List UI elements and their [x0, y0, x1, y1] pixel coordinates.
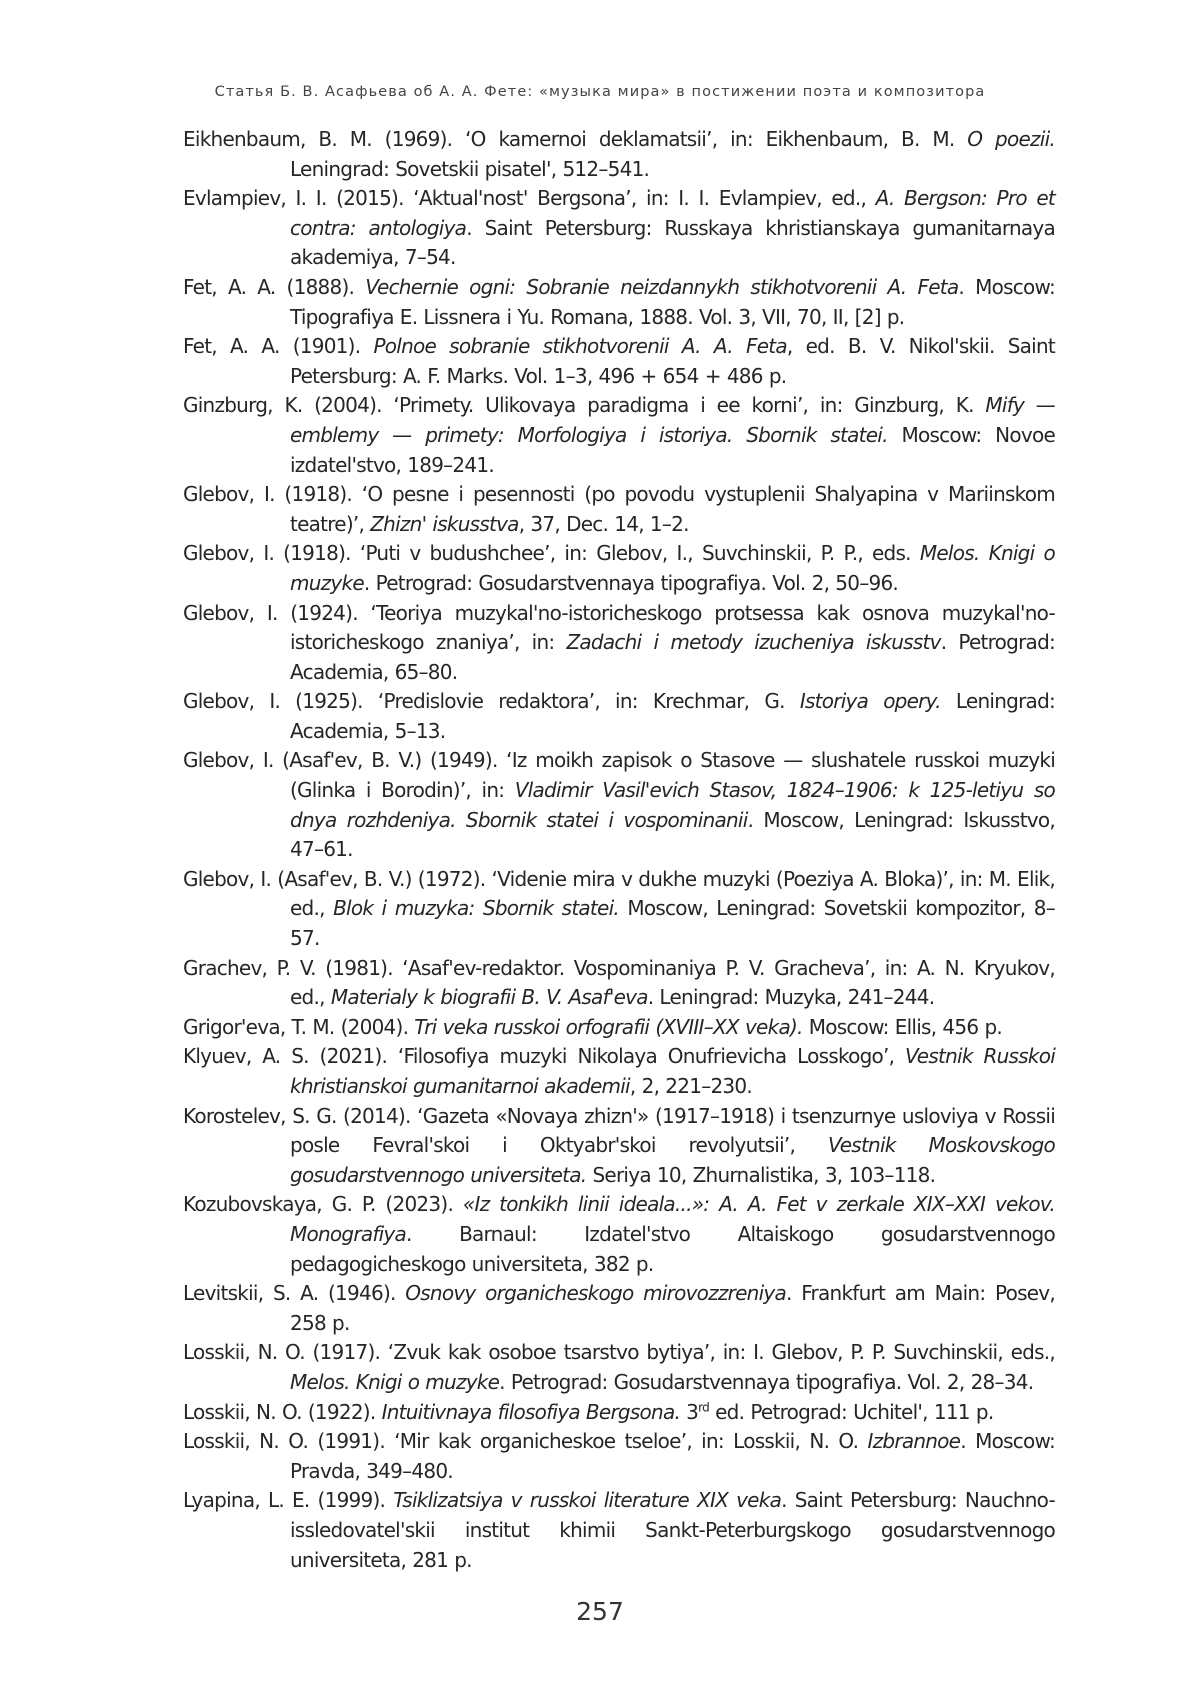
reference-entry: Fet, A. A. (1901). Polnoe sobranie stikhotvorenii A. A. Feta, ed. B. V. Nikol'skii. Saint Petersburg: A. F. Marks. Vol. 1–3, 496 + 654 + 486 p. — [183, 334, 1055, 388]
reference-entry: Glebov, I. (1918). ‘O pesne i pesennosti (po povodu vystuplenii Shalyapina v Mariinskom teatre)’, Zhizn' iskusstva, 37, Dec. 14, 1–2. — [183, 482, 1055, 536]
reference-entry: Losskii, N. O. (1917). ‘Zvuk kak osoboe tsarstvo bytiya’, in: I. Glebov, P. P. Suvchinskii, eds., Melos. Knigi o muzyke. Petrograd: Gosudarstvennaya tipografiya. Vol. 2, 28–34. — [183, 1340, 1055, 1394]
reference-list — [183, 125, 1055, 1575]
reference-entry: Levitskii, S. A. (1946). Osnovy organicheskogo mirovozzreniya. Frankfurt am Main: Posev, 258 p. — [183, 1281, 1055, 1335]
reference-entry: Grachev, P. V. (1981). ‘Asaf'ev-redaktor. Vospominaniya P. V. Gracheva’, in: A. N. Kryukov, ed., Materialy k biografii B. V. Asaf'eva. Leningrad: Muzyka, 241–244. — [183, 955, 1055, 1010]
reference-entry: Klyuev, A. S. (2021). ‘Filosofiya muzyki Nikolaya Onufrievicha Losskogo’, Vestnik Russkoi khristianskoi gumanitarnoi akademii, 2, 221–230. — [183, 1044, 1055, 1098]
reference-entry: Lyapina, L. E. (1999). Tsiklizatsiya v russkoi literature XIX veka. Saint Petersburg: Nauchno-issledovatel'skii institut khimii Sankt-Peterburgskogo gosudarstvennogo universiteta, 281 p. — [183, 1488, 1056, 1572]
reference-entry: Fet, A. A. (1888). Vechernie ogni: Sobranie neizdannykh stikhotvorenii A. Feta. Moscow: Tipografiya E. Lissnera i Yu. Romana, 1888. Vol. 3, VII, 70, II, [2] p. — [183, 274, 1055, 329]
page-number: 257 — [576, 1597, 624, 1626]
reference-entry: Glebov, I. (1918). ‘Puti v budushchee’, in: Glebov, I., Suvchinskii, P. P., eds. Melos. Knigi o muzyke. Petrograd: Gosudarstvennaya tipografiya. Vol. 2, 50–96. — [183, 541, 1056, 595]
reference-entry: Glebov, I. (1925). ‘Predislovie redaktora’, in: Krechmar, G. Istoriya opery. Leningrad: Academia, 5–13. — [183, 689, 1055, 743]
reference-entry: Losskii, N. O. (1991). ‘Mir kak organicheskoe tseloe’, in: Losskii, N. O. Izbrannoe. Moscow: Pravda, 349–480. — [183, 1429, 1055, 1483]
running-header: Статья Б. В. Асафьева об А. А. Фете: «музыка мира» в постижении поэта и композитора — [214, 84, 986, 100]
reference-entry: Eikhenbaum, B. M. (1969). ‘O kamernoi deklamatsii’, in: Eikhenbaum, B. M. O poezii. Leningrad: Sovetskii pisatel', 512–541. — [183, 127, 1055, 181]
reference-entry: Ginzburg, K. (2004). ‘Primety. Ulikovaya paradigma i ee korni’, in: Ginzburg, K. Mify — emblemy — primety: Morfologiya i istoriya. Sbornik statei. Moscow: Novoe izdatel'stvo, 189–241. — [183, 393, 1056, 477]
reference-entry: Korostelev, S. G. (2014). ‘Gazeta «Novaya zhizn'» (1917–1918) i tsenzurnye usloviya v Rossii posle Fevral'skoi i Oktyabr'skoi revolyutsii’, Vestnik Moskovskogo gosudarstvennogo universiteta. Seriya 10, Zhurnalistika, 3, 103–118. — [183, 1103, 1056, 1187]
reference-entry: Kozubovskaya, G. P. (2023). «Iz tonkikh linii ideala...»: A. A. Fet v zerkale XIX–XXI vekov. Monografiya. Barnaul: Izdatel'stvo Altaiskogo gosudarstvennogo pedagogicheskogo universiteta, 382 p. — [183, 1192, 1055, 1276]
reference-entry: Losskii, N. O. (1922). Intuitivnaya filosofiya Bergsona. 3rd ed. Petrograd: Uchitel', 111 p. — [183, 1399, 994, 1424]
reference-entry: Glebov, I. (Asaf'ev, B. V.) (1949). ‘Iz moikh zapisok o Stasove — slushatele russkoi muzyki (Glinka i Borodin)’, in: Vladimir Vasil'evich Stasov, 1824–1906: k 125-letiyu so dnya rozhdeniya. Sbornik statei i vospominanii. Moscow, Leningrad: Iskusstvo, 47–61. — [183, 748, 1055, 862]
reference-entry: Grigor'eva, T. M. (2004). Tri veka russkoi orfografii (XVIII–XX veka). Moscow: Ellis, 456 p. — [183, 1014, 1002, 1039]
reference-entry: Glebov, I. (1924). ‘Teoriya muzykal'no-istoricheskogo protsessa kak osnova muzykal'no-istoricheskogo znaniya’, in: Zadachi i metody izucheniya iskusstv. Petrograd: Academia, 65–80. — [183, 600, 1055, 684]
reference-entry: Evlampiev, I. I. (2015). ‘Aktual'nost' Bergsona’, in: I. I. Evlampiev, ed., A. Bergson: Pro et contra: antologiya. Saint Petersburg: Russkaya khristianskaya gumanitarnaya akademiya, 7–54. — [183, 186, 1055, 270]
reference-entry: Glebov, I. (Asaf'ev, B. V.) (1972). ‘Videnie mira v dukhe muzyki (Poeziya A. Bloka)’, in: M. Elik, ed., Blok i muzyka: Sbornik statei. Moscow, Leningrad: Sovetskii kompozitor, 8–57. — [183, 866, 1055, 951]
